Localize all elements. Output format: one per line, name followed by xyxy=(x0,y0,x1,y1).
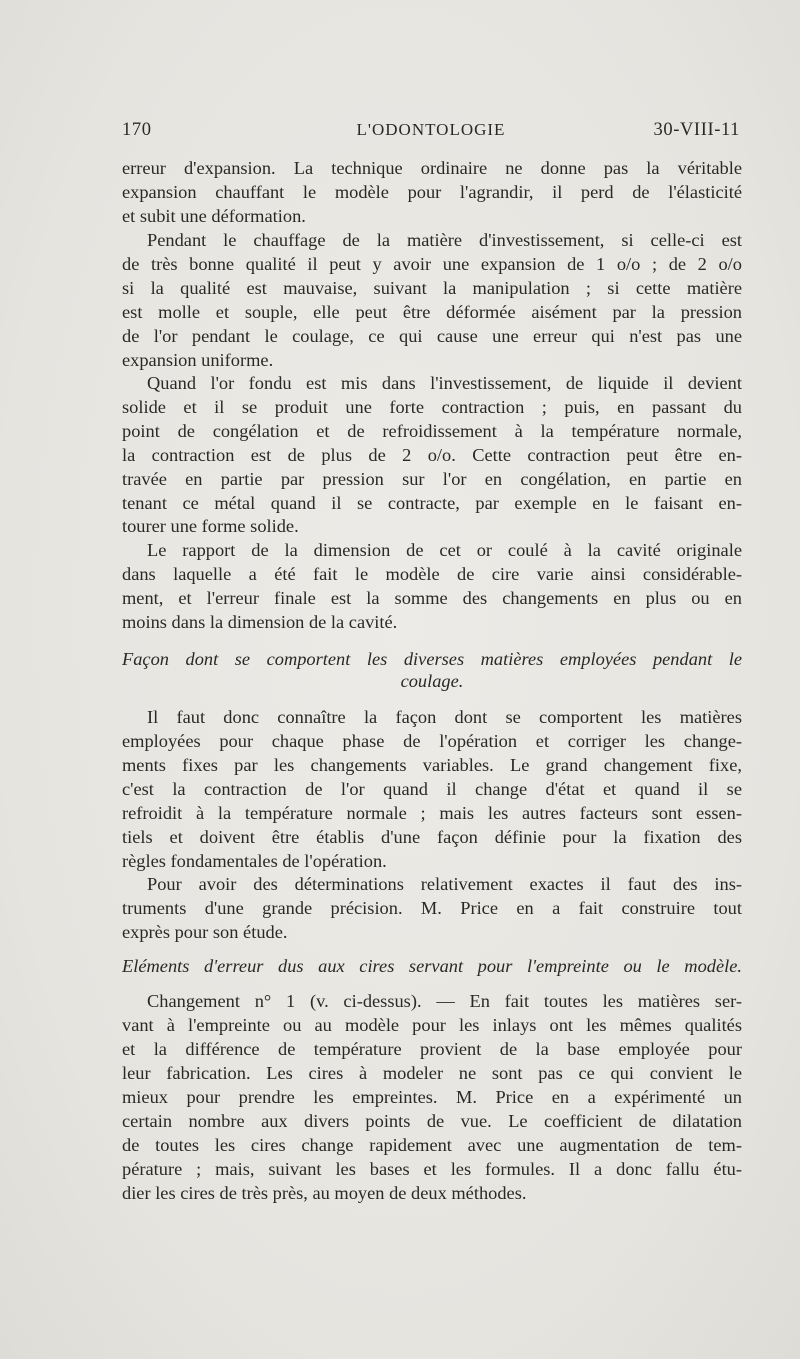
text-line: employées pour chaque phase de l'opération et corriger les change- xyxy=(122,731,742,751)
text-line: certain nombre aux divers points de vue. Le coefficient de dilatation xyxy=(122,1111,742,1131)
text-line: c'est la contraction de l'or quand il change d'état et quand il se xyxy=(122,779,742,799)
text-line: de très bonne qualité il peut y avoir une expansion de 1 o/o ; de 2 o/o xyxy=(122,254,742,274)
text-line: Changement n° 1 (v. ci-dessus). — En fait toutes les matières ser- xyxy=(147,991,742,1011)
running-header xyxy=(122,120,740,148)
text-line: de toutes les cires change rapidement avec une augmentation de tem- xyxy=(122,1135,742,1155)
text-line: ment, et l'erreur finale est la somme des changements en plus ou en xyxy=(122,588,742,608)
text-line: truments d'une grande précision. M. Price en a fait construire tout xyxy=(122,898,742,918)
text-line: tourer une forme solide. xyxy=(122,516,299,536)
text-line: dier les cires de très près, au moyen de deux méthodes. xyxy=(122,1183,527,1203)
text-line: exprès pour son étude. xyxy=(122,922,288,942)
text-line: Pour avoir des déterminations relativement exactes il faut des ins- xyxy=(147,874,742,894)
text-line: vant à l'empreinte ou au modèle pour les inlays ont les mêmes qualités xyxy=(122,1015,742,1035)
text-line: la contraction est de plus de 2 o/o. Cette contraction peut être en- xyxy=(122,445,742,465)
text-line: refroidit à la température normale ; mais les autres facteurs sont essen- xyxy=(122,803,742,823)
text-line: mieux pour prendre les empreintes. M. Price en a expérimenté un xyxy=(122,1087,742,1107)
text-line: Il faut donc connaître la façon dont se comportent les matières xyxy=(147,707,742,727)
text-line: expansion chauffant le modèle pour l'agrandir, il perd de l'élasticité xyxy=(122,182,742,202)
section-heading: Façon dont se comportent les diverses matières employées pendant le xyxy=(122,649,742,669)
text-line: de l'or pendant le coulage, ce qui cause une erreur qui n'est pas une xyxy=(122,326,742,346)
issue-date: 30-VIII-11 xyxy=(653,120,740,140)
text-line: tiels et doivent être établis d'une façon définie pour la fixation des xyxy=(122,827,742,847)
text-line: pérature ; mais, suivant les bases et les formules. Il a donc fallu étu- xyxy=(122,1159,742,1179)
text-line: est molle et souple, elle peut être déformée aisément par la pression xyxy=(122,302,742,322)
text-line: expansion uniforme. xyxy=(122,350,274,370)
section-heading-continued: coulage. xyxy=(400,671,464,691)
page-number: 170 xyxy=(122,120,152,140)
journal-title: L'ODONTOLOGIE xyxy=(356,120,506,139)
text-line: tenant ce métal quand il se contracte, par exemple en le faisant en- xyxy=(122,493,742,513)
text-line: Pendant le chauffage de la matière d'investissement, si celle-ci est xyxy=(147,230,742,250)
text-line: leur fabrication. Les cires à modeler ne sont pas ce qui convient le xyxy=(122,1063,742,1083)
text-line: si la qualité est mauvaise, suivant la manipulation ; si cette matière xyxy=(122,278,742,298)
text-line: solide et il se produit une forte contraction ; puis, en passant du xyxy=(122,397,742,417)
text-line: point de congélation et de refroidissement à la température normale, xyxy=(122,421,742,441)
text-line: et la différence de température provient de la base employée pour xyxy=(122,1039,742,1059)
text-line: travée en partie par pression sur l'or en congélation, en partie en xyxy=(122,469,742,489)
text-line: dans laquelle a été fait le modèle de cire varie ainsi considérable- xyxy=(122,564,742,584)
text-line: erreur d'expansion. La technique ordinaire ne donne pas la véritable xyxy=(122,158,742,178)
text-line: et subit une déformation. xyxy=(122,206,306,226)
text-line: ments fixes par les changements variables. Le grand changement fixe, xyxy=(122,755,742,775)
text-line: Quand l'or fondu est mis dans l'investissement, de liquide il devient xyxy=(147,373,742,393)
section-heading: Eléments d'erreur dus aux cires servant pour l'empreinte ou le modèle. xyxy=(122,956,742,976)
text-line: règles fondamentales de l'opération. xyxy=(122,851,387,871)
text-line: Le rapport de la dimension de cet or coulé à la cavité originale xyxy=(147,540,742,560)
text-line: moins dans la dimension de la cavité. xyxy=(122,612,398,632)
